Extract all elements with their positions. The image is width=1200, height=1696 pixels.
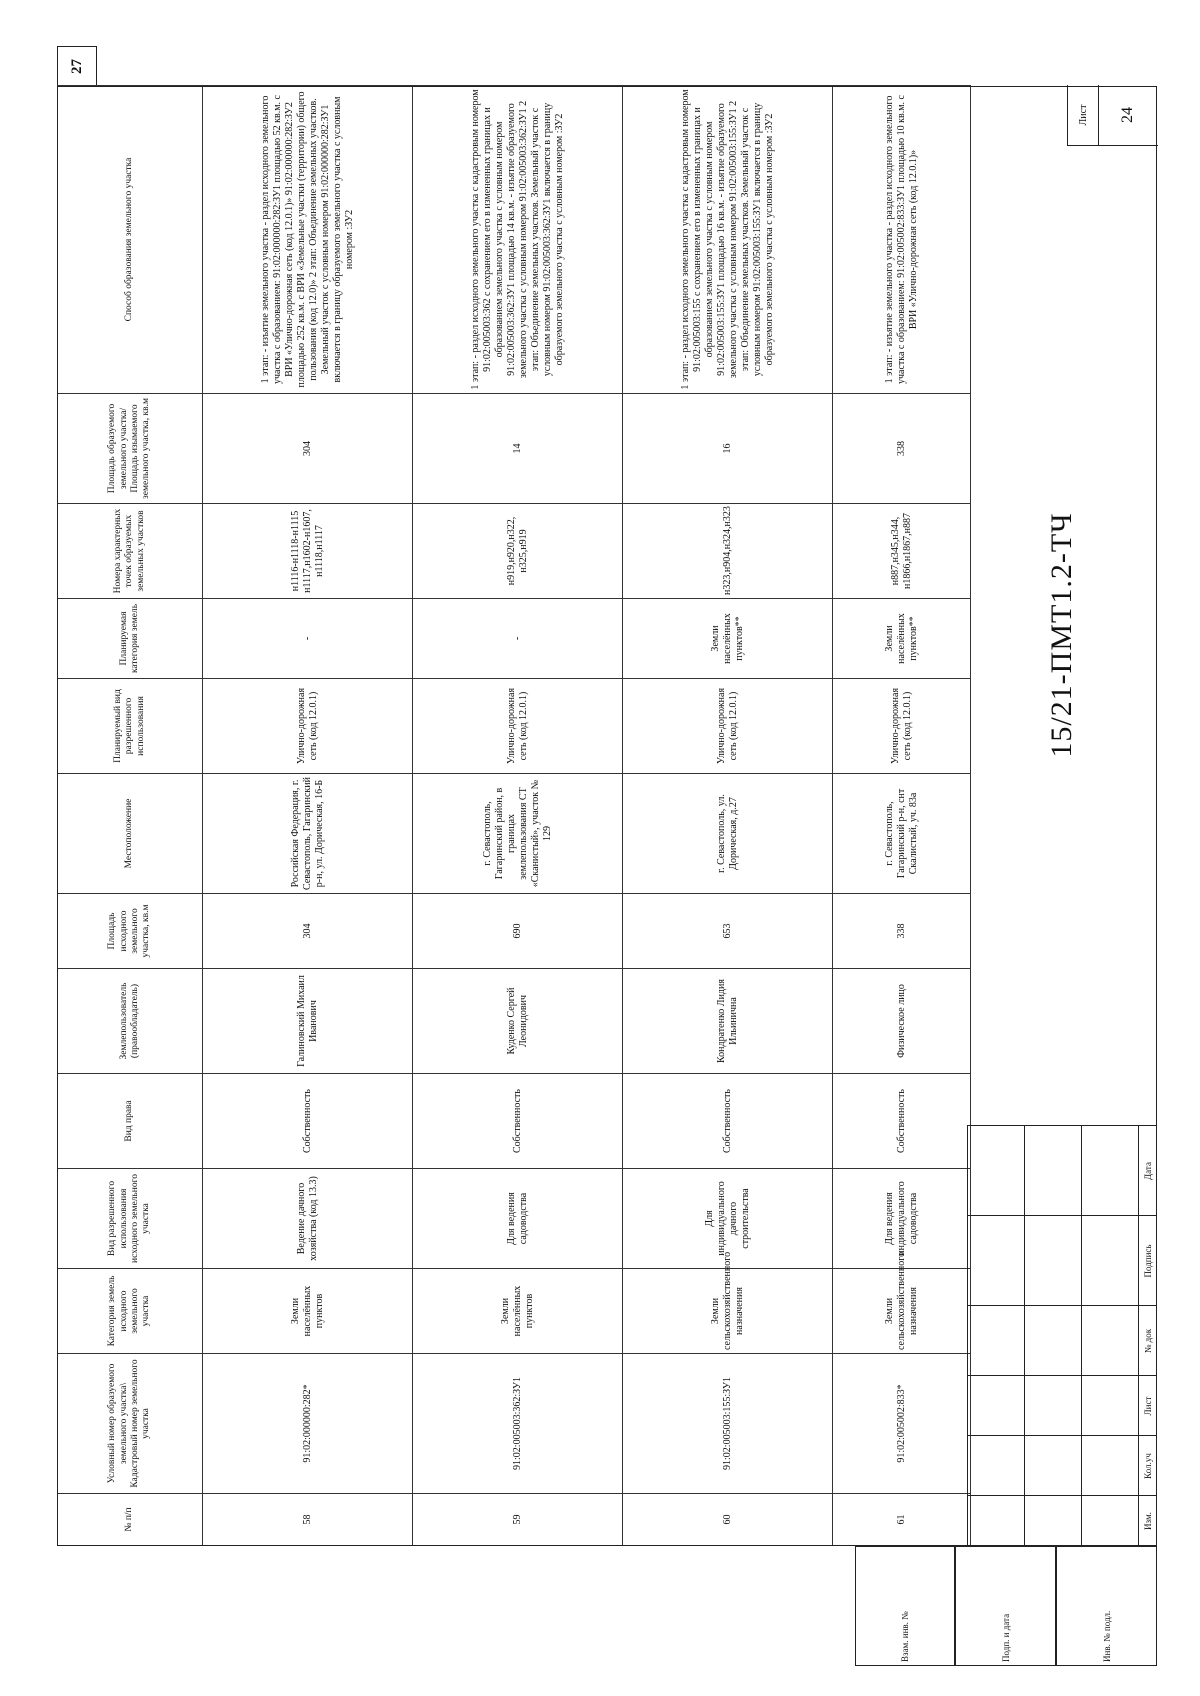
- cell-category: Земли населённых пунктов: [413, 1269, 623, 1354]
- header-planned-use: Планируемый вид разрешенного использования: [58, 679, 203, 774]
- cell-method: 1 этап: - раздел исходного земельного участка с кадастровым номером 91:02:005003:155 с сохранением его в измененных границах и образованием земельного участка с условным номером 91:02:005003:155:ЗУ1 площадью 16 кв.м. - изъятие образуемого земельного участка с условным номером 91:02:005003:155:ЗУ1 2 этап: Объединение земельных участков. Земельный участок с условным номером 91:02:005003:155:ЗУ1 включается в границу образуемого земельного участка с условным номером :ЗУ2: [623, 86, 833, 394]
- header-location: Местоположение: [58, 774, 203, 894]
- tb-header-doc: № док: [1143, 1328, 1153, 1354]
- cell-area-new: 338: [833, 394, 971, 504]
- cell-use: Для ведения индивидуального садоводства: [833, 1169, 971, 1269]
- side-cell-signature: [955, 1546, 1056, 1666]
- tb-header-count: Кол.уч: [1143, 1453, 1153, 1479]
- cell-category: Земли сельскохозяйственного назначения: [833, 1269, 971, 1354]
- cell-planned-category: -: [413, 599, 623, 679]
- header-category: Категория земель исходного земельного участка: [58, 1269, 203, 1354]
- sheet-value: 24: [1119, 107, 1136, 123]
- cell-num: 60: [623, 1494, 833, 1546]
- sheet-label: Лист: [1068, 85, 1099, 145]
- cell-method: 1 этап: - изъятие земельного участка - раздел исходного земельного участка с образованием: 91:02:005002:833:ЗУ1 площадью 10 кв.м. с ВРИ «Улично-дорожная сеть (код 12.0.1)»: [833, 86, 971, 394]
- header-planned-category: Планируемая категория земель: [58, 599, 203, 679]
- cell-method: 1 этап: - раздел исходного земельного участка с кадастровым номером 91:02:005003:362 с сохранением его в измененных границах и образованием земельного участка с условным номером 91:02:005003:362:ЗУ1 площадью 14 кв.м. - изъятие образуемого земельного участка с условным номером 91:02:005003:362:ЗУ1 2 этап: Объединение земельных участков. Земельный участок с условным номером 91:02:005003:362:ЗУ1 включается в границу образуемого земельного участка с условным номером :ЗУ2: [413, 86, 623, 394]
- cell-right: Собственность: [203, 1074, 413, 1169]
- cell-area-new: 16: [623, 394, 833, 504]
- cell-cadastral: 91:02:005003:155:ЗУ1: [623, 1354, 833, 1494]
- cell-num: 59: [413, 1494, 623, 1546]
- cell-cadastral: 91:02:005003:362:ЗУ1: [413, 1354, 623, 1494]
- header-right: Вид права: [58, 1074, 203, 1169]
- cell-area-new: 14: [413, 394, 623, 504]
- tb-line: [1024, 1126, 1025, 1546]
- page-number: 27: [57, 46, 97, 86]
- side-label-signature: Подп. и дата: [1000, 1613, 1011, 1662]
- side-cell-inventory: [1056, 1546, 1157, 1666]
- document-code: 15/21-ПМТ1.2-ТЧ: [967, 145, 1157, 1126]
- cell-cadastral: 91:02:000000:282*: [203, 1354, 413, 1494]
- sheet-box: [1067, 85, 1158, 146]
- cell-location: г. Севастополь, Гагаринский район, в границах землепользования СТ «Сканистый», участок № 129: [413, 774, 623, 894]
- cell-right: Собственность: [833, 1074, 971, 1169]
- cell-points: н323,н904,н324,н323: [623, 504, 833, 599]
- cell-points: н887,н345,н344, н1866,н1867,н887: [833, 504, 971, 599]
- header-num: № п/п: [58, 1494, 203, 1546]
- side-label-replace: Взам. инв. №: [900, 1611, 910, 1662]
- cell-num: 58: [203, 1494, 413, 1546]
- cell-planned-category: Земли населённых пунктов**: [623, 599, 833, 679]
- tb-line: [967, 1215, 1157, 1216]
- tb-line: [967, 1126, 968, 1546]
- cell-owner: Куденко Сергей Леонидович: [413, 969, 623, 1074]
- cell-planned-use: Улично-дорожная сеть (код 12.0.1): [203, 679, 413, 774]
- cell-use: Для ведения садоводства: [413, 1169, 623, 1269]
- cell-method: 1 этап: - изъятие земельного участка - раздел исходного земельного участка с образованием: 91:02:000000:282:ЗУ1 площадью 52 кв.м. с ВРИ «Улично-дорожная сеть (код 12.0.1)» 91:02:000000:282:ЗУ2 площадью 252 кв.м. с ВРИ «Земельные участки (территории) общего пользования (код 12.0)» 2 этап: Объединение земельных участков. Земельный участок с условным номером 91:02:000000:282:ЗУ1 включается в границу образуемого земельного участка с условным номером :ЗУ2: [203, 86, 413, 394]
- cell-area-src: 304: [203, 894, 413, 969]
- cell-location: Российская Федерация, г. Севастополь, Гагаринский р-н, ул. Дорическая, 16-Б: [203, 774, 413, 894]
- cell-owner: Галиновский Михаил Иванович: [203, 969, 413, 1074]
- header-area-new: Площадь образуемого земельного участка/Площадь изымаемого земельного участка, кв.м: [58, 394, 203, 504]
- tb-line: [1081, 1126, 1082, 1546]
- cell-use: Ведение дачного хозяйства (код 13.3): [203, 1169, 413, 1269]
- cell-planned-category: -: [203, 599, 413, 679]
- title-block-grid: [967, 1126, 1157, 1546]
- title-block: [967, 86, 1157, 1546]
- cell-area-src: 690: [413, 894, 623, 969]
- header-points: Номера характерных точек образуемых земельных участков: [58, 504, 203, 599]
- cell-planned-use: Улично-дорожная сеть (код 12.0.1): [623, 679, 833, 774]
- cell-area-new: 304: [203, 394, 413, 504]
- cell-planned-use: Улично-дорожная сеть (код 12.0.1): [413, 679, 623, 774]
- cell-right: Собственность: [413, 1074, 623, 1169]
- header-use: Вид разрешенного использования исходного земельного участка: [58, 1169, 203, 1269]
- side-cell-replace: [855, 1546, 955, 1666]
- cell-cadastral: 91:02:005002:833*: [833, 1354, 971, 1494]
- cell-points: н919,н920,н322, н325,н919: [413, 504, 623, 599]
- cell-area-src: 338: [833, 894, 971, 969]
- cell-area-src: 653: [623, 894, 833, 969]
- header-cadastral: Условный номер образуемого земельного участка\ Кадастровый номер земельного участка: [58, 1354, 203, 1494]
- cell-category: Земли сельскохозяйственного назначения: [623, 1269, 833, 1354]
- cell-owner: Физическое лицо: [833, 969, 971, 1074]
- tb-header-sheet: Лист: [1143, 1396, 1153, 1416]
- cell-location: г. Севастополь, ул. Дорическая, д.27: [623, 774, 833, 894]
- cell-planned-use: Улично-дорожная сеть (код 12.0.1): [833, 679, 971, 774]
- tb-header-change: Изм.: [1143, 1512, 1153, 1530]
- side-stamp: [855, 1546, 1157, 1666]
- tb-line: [967, 1305, 1157, 1306]
- cell-num: 61: [833, 1494, 971, 1546]
- cell-points: н1116-н1118-н1115 н1117,н1602-н1607, н1118,н1117: [203, 504, 413, 599]
- cell-right: Собственность: [623, 1074, 833, 1169]
- header-area-src: Площадь исходного земельного участка, кв.м: [58, 894, 203, 969]
- header-method: Способ образования земельного участка: [58, 86, 203, 394]
- cell-category: Земли населённых пунктов: [203, 1269, 413, 1354]
- tb-line: [967, 1375, 1157, 1376]
- tb-header-signature: Подпись: [1143, 1244, 1153, 1278]
- cell-owner: Кондратенко Лидия Ильинична: [623, 969, 833, 1074]
- side-label-inventory: Инв. № подл.: [1101, 1610, 1112, 1662]
- cell-use: Для индивидуального дачного строительства: [623, 1169, 833, 1269]
- tb-line: [967, 1435, 1157, 1436]
- cell-planned-category: Земли населённых пунктов**: [833, 599, 971, 679]
- cell-location: г. Севастополь, Гагаринский р-н, снт Скалистый, уч. 83а: [833, 774, 971, 894]
- tb-line: [967, 1495, 1157, 1496]
- tb-header-date: Дата: [1143, 1162, 1153, 1180]
- header-owner: Землепользователь (правообладатель): [58, 969, 203, 1074]
